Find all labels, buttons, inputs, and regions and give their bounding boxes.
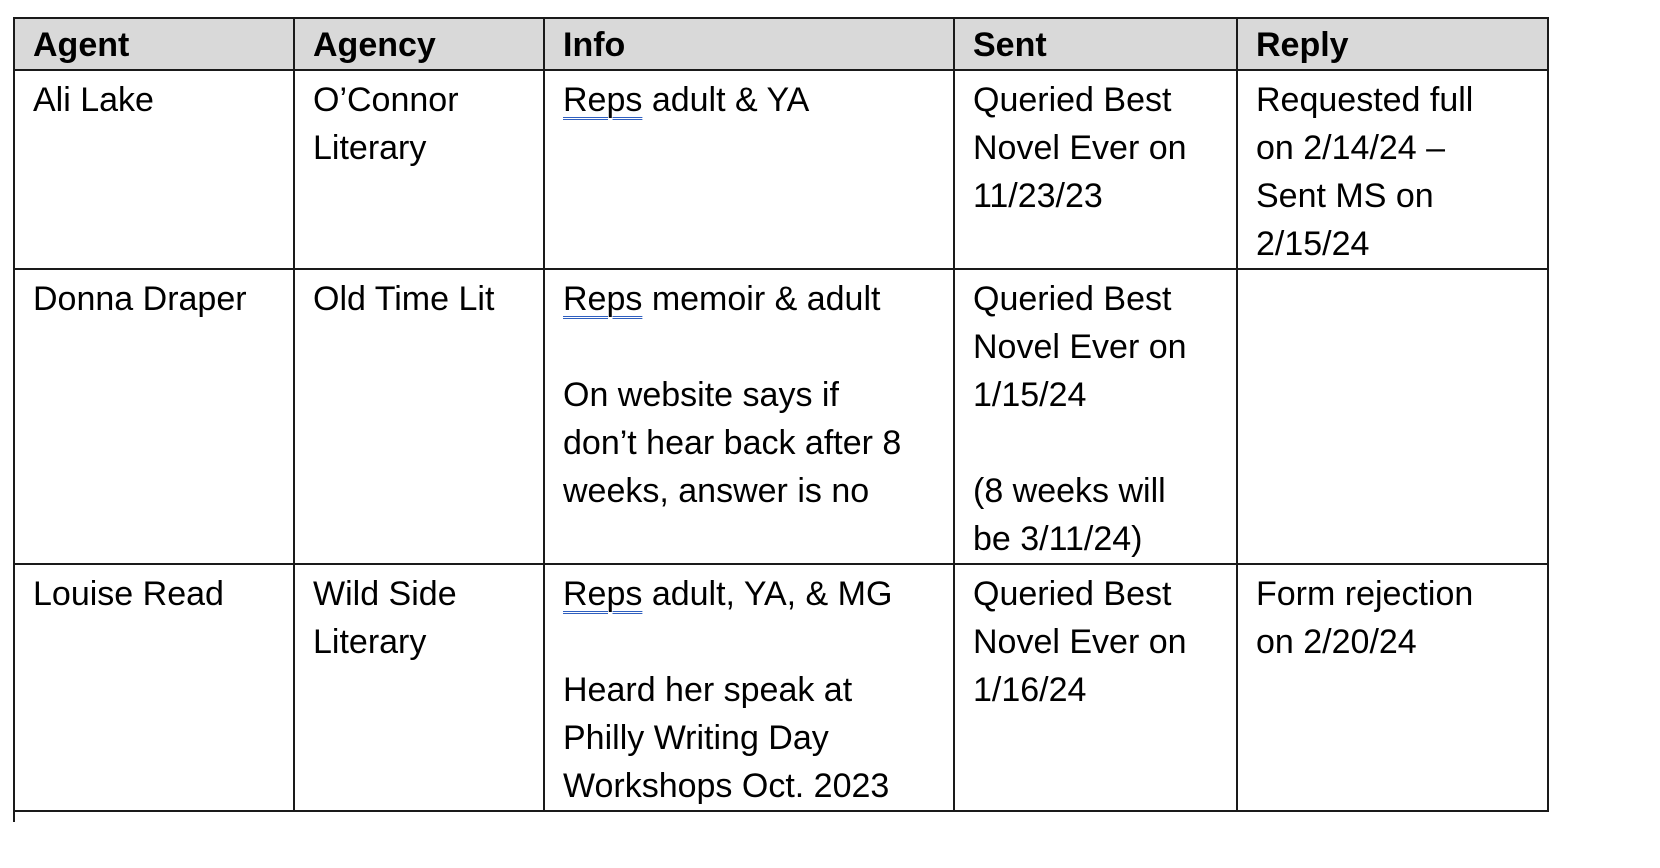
agency-cell[interactable] [294, 269, 544, 564]
reply-line: 2/15/24 [1256, 225, 1370, 263]
info-cell[interactable] [544, 564, 954, 811]
info-text: adult, YA, & MG [642, 575, 893, 613]
info-line: Philly Writing Day [563, 719, 829, 757]
sent-line: (8 weeks will [973, 472, 1166, 510]
sent-cell[interactable] [954, 564, 1237, 811]
agent-cell[interactable] [14, 70, 294, 269]
sent-line: 1/16/24 [973, 671, 1087, 709]
reply-cell[interactable] [1237, 269, 1548, 564]
text-cursor-margin [13, 792, 15, 822]
info-line: weeks, answer is no [563, 472, 870, 510]
info-text: memoir & adult [642, 280, 881, 318]
spellcheck-flagged-word[interactable]: Reps [563, 81, 643, 119]
header-info[interactable]: Info [544, 18, 954, 70]
sent-line: Novel Ever on [973, 328, 1187, 366]
info-text: adult & YA [642, 81, 810, 119]
header-reply[interactable]: Reply [1237, 18, 1548, 70]
agency-line: Wild Side [313, 575, 457, 613]
sent-line: 1/15/24 [973, 376, 1087, 414]
reply-line: on 2/20/24 [1256, 623, 1417, 661]
reply-cell[interactable] [1237, 564, 1548, 811]
reply-line: Sent MS on [1256, 177, 1434, 215]
reply-line: Requested full [1256, 81, 1474, 119]
info-line [563, 275, 935, 323]
sent-line: Queried Best [973, 575, 1172, 613]
agent-name: Louise Read [33, 575, 224, 613]
info-line [563, 570, 935, 618]
sent-line: Novel Ever on [973, 623, 1187, 661]
sent-line: Queried Best [973, 280, 1172, 318]
sent-line: 11/23/23 [973, 177, 1103, 215]
agency-cell[interactable] [294, 564, 544, 811]
sent-line: Novel Ever on [973, 129, 1187, 167]
agent-query-table [13, 17, 1549, 812]
info-cell[interactable] [544, 70, 954, 269]
agency-line: Literary [313, 129, 427, 167]
agent-cell[interactable] [14, 269, 294, 564]
table-row [14, 564, 1548, 811]
blank-paragraph [973, 419, 1218, 467]
reply-line: on 2/14/24 – [1256, 129, 1446, 167]
agent-cell[interactable] [14, 564, 294, 811]
info-line [563, 76, 935, 124]
agency-line: O’Connor [313, 81, 459, 119]
header-agent[interactable]: Agent [14, 18, 294, 70]
header-agency[interactable]: Agency [294, 18, 544, 70]
agency-line: Literary [313, 623, 427, 661]
table-row [14, 70, 1548, 269]
blank-paragraph [563, 323, 935, 371]
agency-cell[interactable] [294, 70, 544, 269]
agent-name: Donna Draper [33, 280, 247, 318]
info-line: Heard her speak at [563, 671, 853, 709]
sent-cell[interactable] [954, 70, 1237, 269]
table-row [14, 269, 1548, 564]
sent-cell[interactable] [954, 269, 1237, 564]
sent-line: Queried Best [973, 81, 1172, 119]
agent-name: Ali Lake [33, 81, 154, 119]
table-header-row [14, 18, 1548, 70]
info-cell[interactable] [544, 269, 954, 564]
info-line: On website says if [563, 376, 839, 414]
header-sent[interactable]: Sent [954, 18, 1237, 70]
blank-paragraph [563, 618, 935, 666]
agency-line: Old Time Lit [313, 280, 495, 318]
spellcheck-flagged-word[interactable]: Reps [563, 280, 643, 318]
info-line: Workshops Oct. 2023 [563, 767, 890, 805]
reply-cell[interactable] [1237, 70, 1548, 269]
spellcheck-flagged-word[interactable]: Reps [563, 575, 643, 613]
info-line: don’t hear back after 8 [563, 424, 902, 462]
reply-line: Form rejection [1256, 575, 1474, 613]
sent-line: be 3/11/24) [973, 520, 1143, 558]
